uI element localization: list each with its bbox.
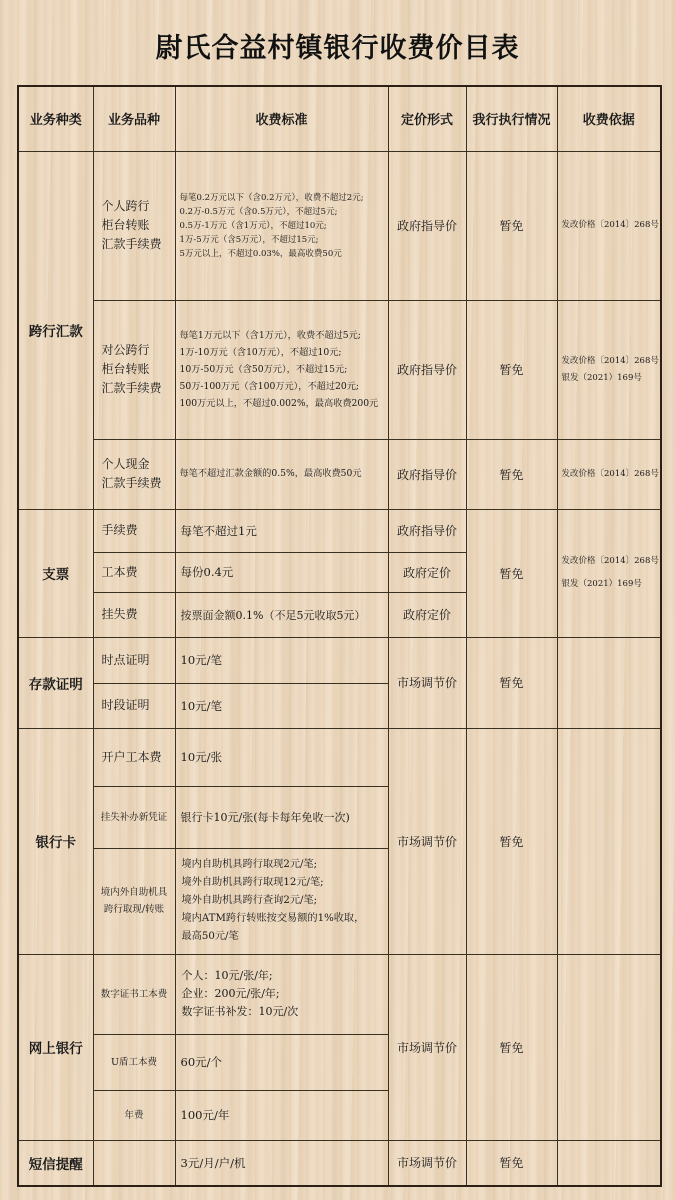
pricing-cell: 政府指导价 [388,151,466,300]
product-cell: 开户工本费 [93,728,175,786]
exec-cell: 暂免 [466,1140,557,1186]
standard-cell: 个人：10元/张/年; 企业：200元/张/年; 数字证书补发：10元/次 [175,954,388,1034]
product-cell: 个人现金 汇款手续费 [93,439,175,509]
product-cell: 工本费 [93,552,175,592]
header-product: 业务品种 [93,86,175,151]
pricing-cell: 政府定价 [388,592,466,637]
table-row [18,151,661,300]
pricing-cell: 市场调节价 [388,637,466,728]
header-pricing: 定价形式 [388,86,466,151]
table-row [18,300,661,439]
table-row [18,954,661,1034]
product-cell: 个人跨行 柜台转账 汇款手续费 [93,151,175,300]
pricing-cell: 政府定价 [388,552,466,592]
pricing-cell: 政府指导价 [388,509,466,552]
fee-table [17,85,662,1187]
category-cell: 存款证明 [18,637,93,728]
pricing-cell: 政府指导价 [388,300,466,439]
standard-cell: 每笔不超过1元 [175,509,388,552]
standard-cell: 每笔0.2万元以下（含0.2万元），收费不超过2元; 0.2万-0.5万元（含0.5万元），不超过5元; 0.5万-1万元（含1万元），不超过10元; 1万-5万元（含5万元），不超过15元; 5万元以上，不超过0.03%，最高收费50元 [175,151,388,300]
product-cell: 数字证书工本费 [93,954,175,1034]
standard-cell: 每笔不超过汇款金额的0.5%，最高收费50元 [175,439,388,509]
exec-cell: 暂免 [466,509,557,637]
pricing-cell: 市场调节价 [388,728,466,954]
product-cell: 挂失补办新凭证 [93,786,175,848]
product-cell: 时点证明 [93,637,175,683]
exec-cell: 暂免 [466,954,557,1140]
exec-cell: 暂免 [466,300,557,439]
category-cell: 银行卡 [18,728,93,954]
product-cell [93,1140,175,1186]
basis-cell [557,728,661,954]
category-cell: 网上银行 [18,954,93,1140]
header-basis: 收费依据 [557,86,661,151]
table-row [18,509,661,552]
page-title: 尉氏合益村镇银行收费价目表 [155,33,520,64]
pricing-cell: 市场调节价 [388,954,466,1140]
basis-cell: 发改价格〔2014〕268号 银发（2021）169号 [557,300,661,439]
pricing-cell: 市场调节价 [388,1140,466,1186]
product-cell: 对公跨行 柜台转账 汇款手续费 [93,300,175,439]
exec-cell: 暂免 [466,637,557,728]
basis-cell: 发改价格〔2014〕268号 [557,439,661,509]
standard-cell: 境内自助机具跨行取现2元/笔; 境外自助机具跨行取现12元/笔; 境外自助机具跨行查询2元/笔; 境内ATM跨行转账按交易额的1%收取， 最高50元/笔 [175,848,388,954]
pricing-cell: 政府指导价 [388,439,466,509]
category-cell: 短信提醒 [18,1140,93,1186]
standard-cell: 每份0.4元 [175,552,388,592]
table-row [18,439,661,509]
basis-cell [557,1140,661,1186]
basis-cell [557,637,661,728]
table-row [18,637,661,683]
header-exec: 我行执行情况 [466,86,557,151]
exec-cell: 暂免 [466,728,557,954]
standard-cell: 每笔1万元以下（含1万元），收费不超过5元; 1万-10万元（含10万元），不超过10元; 10万-50万元（含50万元），不超过15元; 50万-100万元（含100万元），不超过20元; 100万元以上，不超过0.002%，最高收费200元 [175,300,388,439]
exec-cell: 暂免 [466,439,557,509]
table-row [18,728,661,786]
product-cell: U盾工本费 [93,1034,175,1090]
standard-cell: 银行卡10元/张(每卡每年免收一次) [175,786,388,848]
standard-cell: 10元/张 [175,728,388,786]
basis-cell [557,954,661,1140]
standard-cell: 10元/笔 [175,637,388,683]
product-cell: 境内外自助机具 跨行取现/转账 [93,848,175,954]
product-cell: 年费 [93,1090,175,1140]
standard-cell: 按票面金额0.1%（不足5元收取5元） [175,592,388,637]
header-standard: 收费标准 [175,86,388,151]
basis-cell: 发改价格〔2014〕268号 [557,151,661,300]
product-cell: 时段证明 [93,683,175,728]
basis-cell: 发改价格〔2014〕268号 银发（2021）169号 [557,509,661,637]
standard-cell: 3元/月/户/机 [175,1140,388,1186]
header-row [18,86,661,151]
standard-cell: 100元/年 [175,1090,388,1140]
category-cell: 支票 [18,509,93,637]
standard-cell: 10元/笔 [175,683,388,728]
standard-cell: 60元/个 [175,1034,388,1090]
table-row [18,1140,661,1186]
header-category: 业务种类 [18,86,93,151]
product-cell: 挂失费 [93,592,175,637]
exec-cell: 暂免 [466,151,557,300]
category-cell: 跨行汇款 [18,151,93,509]
product-cell: 手续费 [93,509,175,552]
